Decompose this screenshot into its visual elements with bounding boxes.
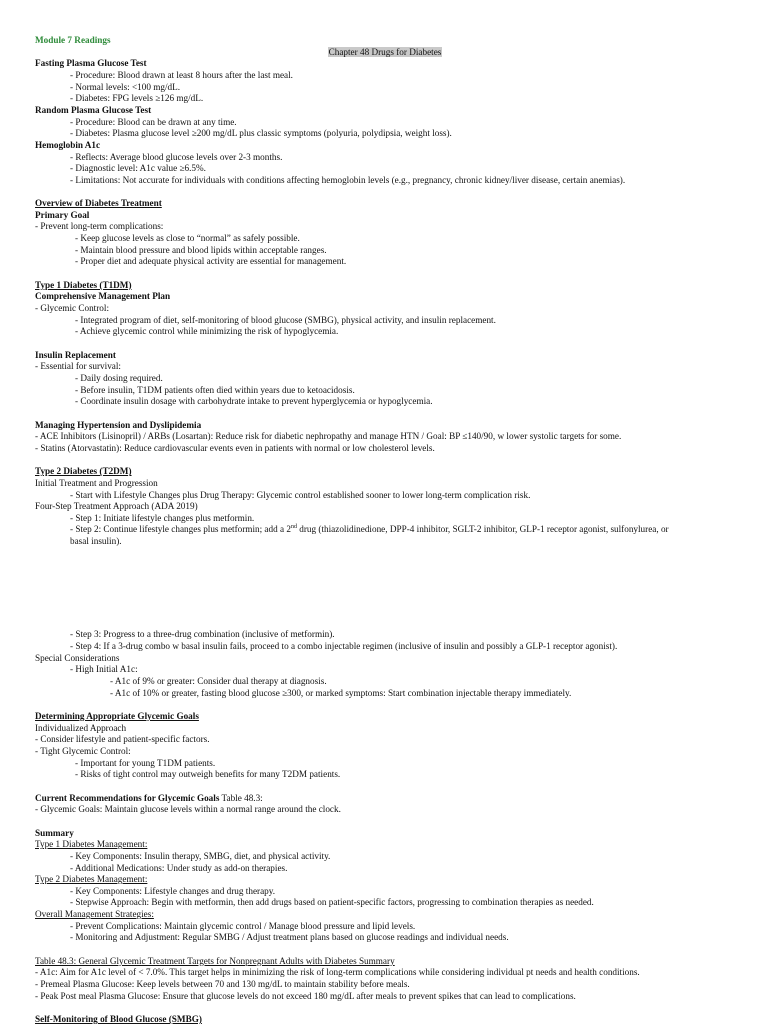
section-heading: Table 48.3: General Glycemic Treatment Targets for Nonpregnant Adults with Diabetes Summary bbox=[35, 955, 395, 966]
subheading: Type 1 Diabetes Management: bbox=[35, 839, 148, 850]
list-item: - Risks of tight control may outweigh benefits for many T2DM patients. bbox=[75, 769, 341, 780]
list-item: - Monitoring and Adjustment: Regular SMBG / Adjust treatment plans based on glucose readings and individual needs. bbox=[70, 932, 509, 943]
subheading: Initial Treatment and Progression bbox=[35, 477, 158, 488]
section-heading: Determining Appropriate Glycemic Goals bbox=[35, 711, 199, 722]
step2-text: - Step 2: Continue lifestyle changes plus metformin; add a 2 bbox=[70, 524, 291, 535]
module-title: Module 7 Readings bbox=[35, 35, 111, 45]
list-item: - Before insulin, T1DM patients often died within years due to ketoacidosis. bbox=[75, 384, 355, 395]
list-item bbox=[35, 524, 735, 547]
chapter-title: Chapter 48 Drugs for Diabetes bbox=[328, 46, 442, 57]
step2-text-cont: drug (thiazolidinedione, DPP-4 inhibitor, SGLT-2 inhibitor, GLP-1 receptor agonist, sulfonylurea, or bbox=[296, 524, 669, 535]
list-item: - Premeal Plasma Glucose: Keep levels between 70 and 130 mg/dL to maintain stability before meals. bbox=[35, 979, 410, 990]
list-item: - Stepwise Approach: Begin with metformin, then add drugs based on patient-specific factors, progressing to combination therapies as needed. bbox=[70, 897, 594, 908]
list-item: - Important for young T1DM patients. bbox=[75, 757, 216, 768]
section-heading: Hemoglobin A1c bbox=[35, 139, 101, 150]
section-heading: Overview of Diabetes Treatment bbox=[35, 198, 162, 209]
chapter-title-line bbox=[35, 47, 735, 59]
step2-text-wrap: basal insulin). bbox=[70, 536, 122, 547]
list-item: - A1c of 10% or greater, fasting blood glucose ≥300, or marked symptoms: Start combination injectable therapy immediately. bbox=[110, 687, 572, 698]
list-item: - Essential for survival: bbox=[35, 361, 121, 372]
section-heading: Self-Monitoring of Blood Glucose (SMBG) bbox=[35, 1014, 202, 1025]
list-item: - Reflects: Average blood glucose levels over 2-3 months. bbox=[70, 151, 283, 162]
section-heading: Random Plasma Glucose Test bbox=[35, 104, 152, 115]
list-item: - Tight Glycemic Control: bbox=[35, 745, 131, 756]
section-heading: Fasting Plasma Glucose Test bbox=[35, 58, 147, 69]
list-item: - Maintain blood pressure and blood lipids within acceptable ranges. bbox=[75, 244, 327, 255]
list-item: - Keep glucose levels as close to “normal” as safely possible. bbox=[75, 233, 300, 244]
subheading: Type 2 Diabetes Management: bbox=[35, 874, 148, 885]
list-item: - Prevent Complications: Maintain glycemic control / Manage blood pressure and lipid levels. bbox=[70, 920, 416, 931]
list-item: - A1c: Aim for A1c level of < 7.0%. This target helps in minimizing the risk of long-term complications while considering individual pt needs and health conditions. bbox=[35, 967, 640, 978]
list-item: - Additional Medications: Under study as add-on therapies. bbox=[70, 862, 288, 873]
section-heading-line bbox=[35, 793, 735, 805]
list-item: - Diagnostic level: A1c value ≥6.5%. bbox=[70, 163, 206, 174]
subheading: Overall Management Strategies: bbox=[35, 909, 154, 920]
list-item: - Start with Lifestyle Changes plus Drug Therapy: Glycemic control established sooner to lower long-term complication risk. bbox=[70, 489, 531, 500]
subheading: Comprehensive Management Plan bbox=[35, 291, 171, 302]
list-item: - Procedure: Blood drawn at least 8 hours after the last meal. bbox=[70, 69, 293, 80]
list-item: - Achieve glycemic control while minimizing the risk of hypoglycemia. bbox=[75, 326, 339, 337]
list-item: - Glycemic Goals: Maintain glucose levels within a normal range around the clock. bbox=[35, 804, 341, 815]
list-item: - Key Components: Insulin therapy, SMBG, diet, and physical activity. bbox=[70, 850, 331, 861]
list-item: - Coordinate insulin dosage with carbohydrate intake to prevent hyperglycemia or hypoglycemia. bbox=[75, 396, 433, 407]
section-heading: Summary bbox=[35, 827, 74, 838]
list-item: - Peak Post meal Plasma Glucose: Ensure that glucose levels do not exceed 180 mg/dL after meals to prevent spikes that can lead to complications. bbox=[35, 990, 576, 1001]
subheading: Special Considerations bbox=[35, 652, 120, 663]
section-heading: Type 1 Diabetes (T1DM) bbox=[35, 279, 132, 290]
ordinal-suffix: nd bbox=[290, 524, 297, 531]
list-item: - Glycemic Control: bbox=[35, 303, 109, 314]
list-item: - Diabetes: Plasma glucose level ≥200 mg/dL plus classic symptoms (polyuria, polydipsia, weight loss). bbox=[70, 128, 452, 139]
list-item: - Procedure: Blood can be drawn at any time. bbox=[70, 116, 237, 127]
document-page bbox=[35, 35, 735, 1026]
section-heading: Managing Hypertension and Dyslipidemia bbox=[35, 419, 202, 430]
list-item: - Statins (Atorvastatin): Reduce cardiovascular events even in patients with normal or low cholesterol levels. bbox=[35, 442, 435, 453]
list-item: - Consider lifestyle and patient-specific factors. bbox=[35, 734, 210, 745]
list-item: - Step 1: Initiate lifestyle changes plus metformin. bbox=[70, 512, 255, 523]
subheading: Four-Step Treatment Approach (ADA 2019) bbox=[35, 501, 198, 512]
subheading: Individualized Approach bbox=[35, 722, 127, 733]
list-item: - A1c of 9% or greater: Consider dual therapy at diagnosis. bbox=[110, 676, 327, 687]
section-heading: Insulin Replacement bbox=[35, 349, 116, 360]
list-item: - Integrated program of diet, self-monitoring of blood glucose (SMBG), physical activity, and insulin replacement. bbox=[75, 314, 496, 325]
list-item: - Step 3: Progress to a three-drug combination (inclusive of metformin). bbox=[70, 629, 335, 640]
list-item: - Diabetes: FPG levels ≥126 mg/dL. bbox=[70, 93, 204, 104]
list-item: - Prevent long-term complications: bbox=[35, 221, 164, 232]
list-item: - Key Components: Lifestyle changes and drug therapy. bbox=[70, 885, 276, 896]
list-item: - Normal levels: <100 mg/dL. bbox=[70, 81, 181, 92]
table-reference: Table 48.3: bbox=[219, 792, 263, 803]
list-item: - Step 4: If a 3-drug combo w basal insulin fails, proceed to a combo injectable regimen (inclusive of insulin and possibly a GLP-1 receptor agonist). bbox=[70, 641, 618, 652]
list-item: - ACE Inhibitors (Lisinopril) / ARBs (Losartan): Reduce risk for diabetic nephropathy and manage HTN / Goal: BP ≤140/90, w lower systolic targets for some. bbox=[35, 431, 622, 442]
subheading: Primary Goal bbox=[35, 209, 90, 220]
section-heading: Current Recommendations for Glycemic Goals bbox=[35, 792, 220, 803]
list-item: - Daily dosing required. bbox=[75, 372, 163, 383]
list-item: - High Initial A1c: bbox=[70, 664, 138, 675]
list-item: - Proper diet and adequate physical activity are essential for management. bbox=[75, 256, 347, 267]
list-item: - Limitations: Not accurate for individuals with conditions affecting hemoglobin levels (e.g., pregnancy, chronic kidney/liver disease, certain anemias). bbox=[70, 174, 626, 185]
section-heading: Type 2 Diabetes (T2DM) bbox=[35, 466, 132, 477]
